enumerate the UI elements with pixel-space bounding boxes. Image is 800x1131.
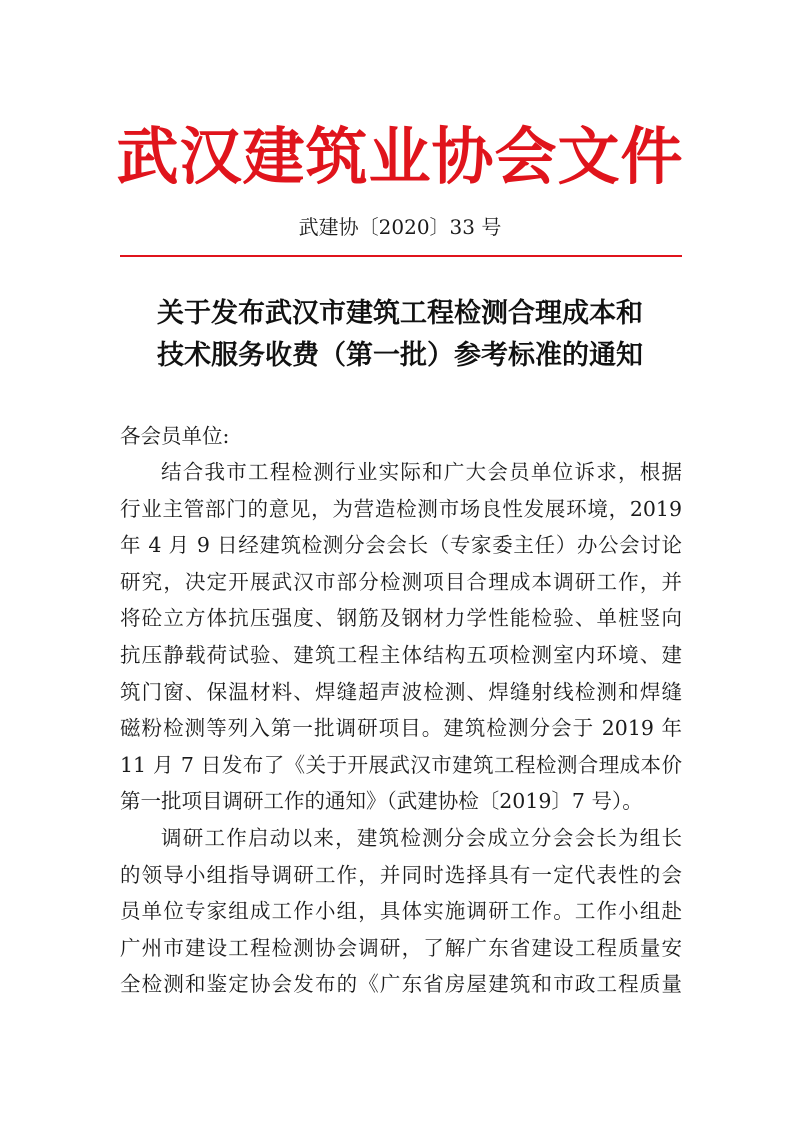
body-line: 第一批项目调研工作的通知》（武建协检〔2019〕7 号）。 (120, 789, 643, 814)
body-line: 抗压静载荷试验、建筑工程主体结构五项检测室内环境、建 (120, 642, 682, 667)
body-line: 广州市建设工程检测协会调研，了解广东省建设工程质量安 (120, 935, 682, 960)
body-line: 筑门窗、保温材料、焊缝超声波检测、焊缝射线检测和焊缝 (120, 679, 682, 704)
notice-title (100, 293, 700, 377)
body-line: 磁粉检测等列入第一批调研项目。建筑检测分会于 2019 年 (120, 716, 682, 741)
body-line: 11 月 7 日发布了《关于开展武汉市建筑工程检测合理成本价 (120, 752, 682, 777)
red-divider-line (120, 255, 682, 257)
notice-title-line: 技术服务收费（第一批）参考标准的通知 (157, 340, 643, 371)
body-line: 全检测和鉴定协会发布的《广东省房屋建筑和市政工程质量 (120, 972, 682, 997)
salutation: 各会员单位: (120, 424, 230, 448)
body-line: 将砼立方体抗压强度、钢筋及钢材力学性能检验、单桩竖向 (120, 606, 682, 631)
document-number: 武建协〔2020〕33 号 (298, 215, 502, 239)
body-line: 员单位专家组成工作小组，具体实施调研工作。工作小组赴 (120, 899, 682, 924)
body-line: 结合我市工程检测行业实际和广大会员单位诉求，根据 (161, 460, 682, 484)
notice-title-line: 关于发布武汉市建筑工程检测合理成本和 (157, 298, 643, 329)
body-line: 调研工作启动以来，建筑检测分会成立分会会长为组长 (161, 825, 682, 850)
body-text (120, 454, 682, 1003)
body-line: 的领导小组指导调研工作，并同时选择具有一定代表性的会 (120, 862, 682, 887)
body-line: 行业主管部门的意见，为营造检测市场良性发展环境，2019 (120, 496, 682, 521)
body-line: 年 4 月 9 日经建筑检测分会会长（专家委主任）办公会讨论 (120, 533, 682, 558)
masthead-title: 武汉建筑业协会文件 (116, 120, 684, 193)
body-line: 研究，决定开展武汉市部分检测项目合理成本调研工作，并 (120, 569, 682, 594)
